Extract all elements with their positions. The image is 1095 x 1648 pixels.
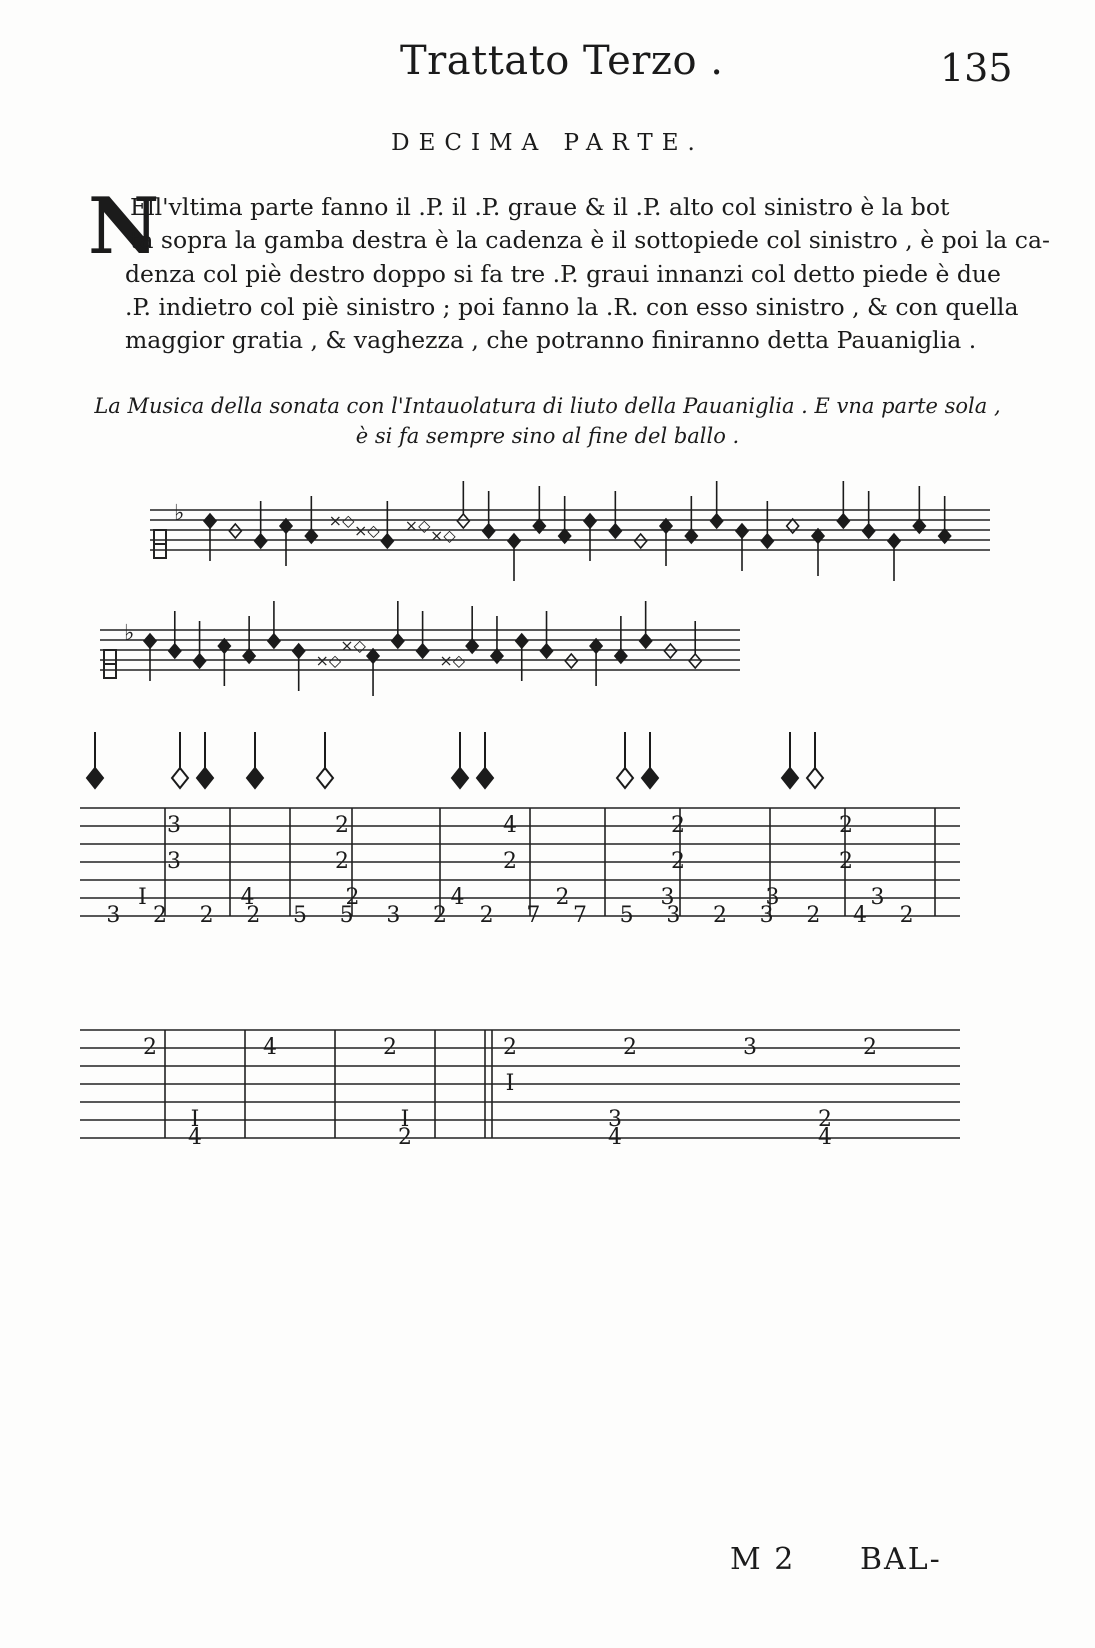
note [541,611,553,658]
tablature-fret: 2 [143,1035,157,1060]
note [812,529,824,576]
note [711,481,723,528]
tablature-fret: 2 [199,903,214,928]
tablature-fret: 2 [479,903,494,928]
rhythm-flag [317,732,333,788]
note [340,636,366,655]
note [664,644,676,658]
svg-text:×◇: ×◇ [328,511,355,530]
staff-1-svg [150,470,990,590]
tablature-fret: I [138,885,147,910]
rhythm-flag [172,732,188,788]
music-staff-2 [100,590,740,710]
note [736,524,748,571]
tablature-fret: 3 [106,903,121,928]
note [483,491,495,538]
tablature-fret: 4 [818,1125,832,1150]
note [144,634,156,681]
tablature-fret: 2 [398,1125,412,1150]
rhythm-flag [197,732,213,788]
tablature-fret: 5 [339,903,354,928]
svg-text:×◇: ×◇ [315,651,342,670]
tablature-fret: 4 [188,1125,202,1150]
note [640,601,652,648]
tablature-fret: 2 [839,849,853,874]
tablature-fret: 5 [619,903,634,928]
tablature-fret: 4 [608,1125,622,1150]
note [457,481,469,528]
note [280,519,292,566]
music-caption-line1: La Musica della sonata con l'Intauolatura di liuto della Pauaniglia . E vna parte sola , [94,394,1001,418]
tablature-fret: 2 [383,1035,397,1060]
tablature-fret: 2 [713,903,727,928]
tablature-fret: 5 [293,903,307,928]
tablature-fret: 3 [386,903,401,928]
note [635,534,647,548]
svg-text:×◇: ×◇ [430,526,456,545]
music-caption-line2: è si fa sempre sino al fine del ballo . [355,424,740,448]
rhythm-flag [617,732,633,788]
tablature-fret: 3 [666,903,681,928]
tablature-fret: 3 [608,1107,622,1132]
note [367,649,379,696]
body-line: ta sopra la gamba destra è la cadenza è il sottopiede col sinistro , è poi la ca- [130,226,1050,254]
tablature-fret: 2 [335,849,349,874]
body-line: maggior gratia , & vaghezza , che potranno finiranno detta Pauaniglia . [125,326,977,354]
note [584,514,596,561]
tablature-fret: 2 [153,903,167,928]
section-heading: DECIMA PARTE. [391,130,704,156]
staff-2-svg [100,590,740,710]
note [430,526,456,545]
note [194,621,206,668]
note [255,501,267,548]
lute-tablature-system-1 [80,730,980,960]
tablature-fret: 2 [345,885,360,910]
tablature-fret: 2 [555,885,570,910]
note [689,621,701,668]
svg-text:×◇: ×◇ [354,521,380,540]
tablature-fret: 4 [503,813,517,838]
rhythm-flag [452,732,468,788]
note [837,481,849,528]
note [761,501,773,548]
note [169,611,181,658]
tablature-fret: 2 [335,813,349,838]
tablature-fret: 4 [450,885,465,910]
note [392,601,404,648]
note [609,491,621,538]
tablature-fret: 3 [660,885,675,910]
note [787,519,799,533]
note [354,521,380,540]
tablature-fret: I [190,1107,200,1132]
flat-sign: ♭ [124,621,135,646]
note [508,534,520,581]
note [315,651,341,670]
tablature-fret: 2 [433,903,447,928]
note [405,516,431,535]
tablature-fret: 2 [863,1035,877,1060]
note [439,651,465,670]
note [516,634,528,681]
tablature-fret: 7 [526,903,541,928]
note [229,524,241,538]
tablature-fret: 2 [671,849,685,874]
page-number: 135 [940,46,1013,90]
note [863,491,875,538]
note [268,601,280,648]
tablature-fret: 2 [503,849,517,874]
lute-tablature-system-2 [80,1000,980,1180]
note [888,534,900,581]
tablature-fret: 2 [806,903,821,928]
svg-text:×◇: ×◇ [404,516,431,535]
note [565,654,577,668]
tablature-fret: I [505,1071,515,1096]
tablature-fret: I [400,1107,410,1132]
note [660,519,672,566]
note [381,501,393,548]
drop-cap: N [88,181,160,272]
tablature-fret: 4 [263,1035,277,1060]
note [417,611,429,658]
tablature-fret: 3 [870,885,885,910]
tablature-fret: 2 [899,903,914,928]
tablature-fret: 7 [573,903,587,928]
note [204,514,216,561]
running-title: Trattato Terzo . [400,38,724,84]
rhythm-flag [782,732,798,788]
tablature-fret: 2 [839,813,853,838]
svg-text:×◇: ×◇ [439,651,466,670]
rhythm-flag [87,732,103,788]
signature-mark: M 2 [730,1542,796,1577]
note [293,644,305,691]
rhythm-flag [477,732,493,788]
tablature-1-svg [80,730,980,960]
tablature-fret: 3 [765,885,780,910]
note [590,639,602,686]
flat-sign: ♭ [174,501,185,526]
catchword: BAL- [860,1542,942,1577]
tablature-fret: 3 [167,813,181,838]
tablature-fret: 3 [167,849,181,874]
note [329,511,355,530]
rhythm-flag [807,732,823,788]
tablature-fret: 2 [503,1035,517,1060]
tablature-fret: 2 [246,903,261,928]
music-staff-1 [150,470,990,590]
rhythm-flag [247,732,263,788]
tablature-fret: 2 [671,813,685,838]
tablature-fret: 3 [759,903,774,928]
tablature-fret: 4 [853,903,867,928]
tablature-fret: 4 [240,885,255,910]
svg-text:×◇: ×◇ [340,636,366,655]
body-line: denza col piè destro doppo si fa tre .P. graui innanzi col detto piede è due [125,260,1001,288]
body-line: .P. indietro col piè sinistro ; poi fanno la .R. con esso sinistro , & con quella [125,293,1019,321]
body-line: Ell'vltima parte fanno il .P. il .P. graue & il .P. alto col sinistro è la bot [130,193,950,221]
tablature-fret: 2 [818,1107,832,1132]
tablature-fret: 3 [743,1035,757,1060]
note [218,639,230,686]
tablature-2-svg [80,1000,980,1180]
rhythm-flag [642,732,658,788]
tablature-fret: 2 [623,1035,637,1060]
